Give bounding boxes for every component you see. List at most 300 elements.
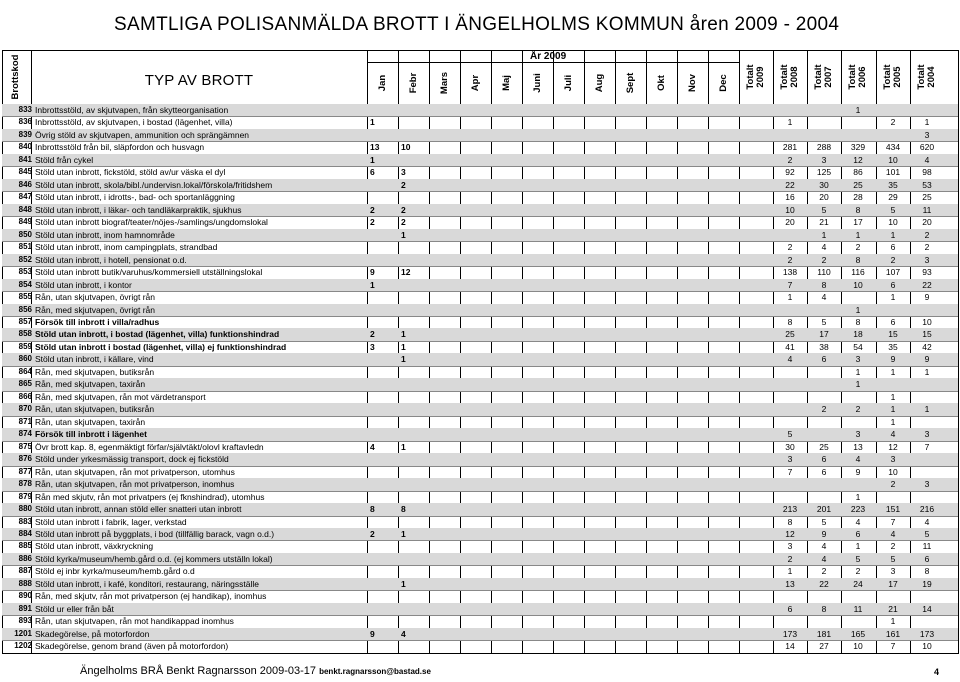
row-total-value: 151 xyxy=(885,504,901,515)
row-total-value: 14 xyxy=(785,641,795,652)
table-row xyxy=(2,590,958,602)
row-total-value: 2 xyxy=(890,254,896,265)
row-type: Stöld utan inbrott på byggplats, i bod (tillfällig barack, vagn o.d.) xyxy=(35,528,275,539)
row-type: Skadegörelse, på motorfordon xyxy=(35,628,150,639)
row-total-value: 1 xyxy=(855,379,861,390)
table-row xyxy=(2,553,958,565)
row-total-value: 14 xyxy=(922,603,932,614)
row-type: Övr brott kap. 8, egenmäktigt förfar/självtäkt/olovl kraftavledn xyxy=(35,441,264,452)
row-type: Stöld utan inbrott, inom hamnområde xyxy=(35,229,175,240)
table-row xyxy=(2,154,958,166)
row-type: Inbrottsstöld, av skjutvapen, från skytteorganisation xyxy=(35,105,229,115)
row-month-value: 1 xyxy=(370,154,375,165)
row-type: Rån, utan skjutvapen, taxirån xyxy=(35,416,146,427)
table-row xyxy=(2,366,958,378)
row-total-value: 1 xyxy=(855,229,861,240)
footer xyxy=(80,665,431,677)
table-row xyxy=(2,640,958,652)
row-total-value: 1 xyxy=(924,404,930,415)
row-total-value: 35 xyxy=(888,341,898,352)
table-row xyxy=(2,291,958,303)
row-total-value: 22 xyxy=(922,279,932,290)
row-type: Stöld kyrka/museum/hemb.gård o.d. (ej kommers utställn lokal) xyxy=(35,553,273,564)
row-total-value: 1 xyxy=(924,117,930,128)
row-code: 875 xyxy=(18,441,32,451)
row-total-value: 4 xyxy=(890,429,896,440)
table-row xyxy=(2,141,958,153)
row-total-value: 92 xyxy=(785,167,795,178)
row-total-value: 213 xyxy=(782,504,798,515)
row-total-value: 6 xyxy=(821,454,827,465)
total-header xyxy=(876,50,910,104)
row-total-value: 13 xyxy=(785,578,795,589)
row-total-value: 3 xyxy=(855,429,861,440)
total-header-label: Totalt 2006 xyxy=(847,64,868,90)
row-month-value: 1 xyxy=(370,279,375,290)
row-month-value: 1 xyxy=(401,528,406,539)
row-total-value: 10 xyxy=(922,316,932,327)
row-total-value: 17 xyxy=(819,329,829,340)
row-month-value: 1 xyxy=(401,578,406,589)
row-total-value: 1 xyxy=(890,391,896,402)
row-code: 864 xyxy=(18,366,32,376)
row-total-value: 4 xyxy=(890,528,896,539)
row-month-value: 1 xyxy=(401,229,406,240)
row-total-value: 8 xyxy=(924,566,930,577)
page-number: 4 xyxy=(934,667,940,677)
table-row xyxy=(2,603,958,615)
row-code: 884 xyxy=(18,528,32,538)
table-row xyxy=(2,229,958,241)
row-month-value: 4 xyxy=(401,628,406,639)
row-total-value: 5 xyxy=(821,316,827,327)
row-total-value: 173 xyxy=(782,628,798,639)
row-total-value: 1 xyxy=(890,404,896,415)
grid-hline xyxy=(2,653,958,654)
row-type: Inbrottsstöld, av skjutvapen, i bostad (lägenhet, villa) xyxy=(35,117,233,128)
row-code: 888 xyxy=(18,578,32,588)
table-row xyxy=(2,565,958,577)
row-total-value: 6 xyxy=(924,553,930,564)
row-code: 840 xyxy=(18,142,32,152)
row-month-value: 8 xyxy=(370,504,375,515)
row-total-value: 5 xyxy=(821,516,827,527)
row-total-value: 1 xyxy=(855,366,861,377)
row-total-value: 11 xyxy=(922,204,932,215)
table-row xyxy=(2,441,958,453)
row-total-value: 7 xyxy=(787,466,793,477)
row-total-value: 3 xyxy=(890,454,896,465)
table-row xyxy=(2,615,958,627)
row-total-value: 10 xyxy=(888,217,898,228)
row-total-value: 13 xyxy=(853,441,863,452)
row-total-value: 4 xyxy=(821,541,827,552)
row-total-value: 161 xyxy=(885,628,901,639)
row-total-value: 6 xyxy=(890,242,896,253)
row-total-value: 1 xyxy=(787,117,793,128)
table-row xyxy=(2,353,958,365)
month-header-label: Aug xyxy=(593,73,605,93)
row-type: Stöld utan inbrott, i hotell, pensionat o.d. xyxy=(35,254,187,265)
row-total-value: 110 xyxy=(817,267,831,278)
row-type: Rån, utan skjutvapen, rån mot privatperson, inomhus xyxy=(35,479,235,490)
row-total-value: 116 xyxy=(851,267,865,278)
row-total-value: 7 xyxy=(787,279,793,290)
row-month-value: 6 xyxy=(370,167,375,178)
grid-hline xyxy=(2,50,958,51)
row-type: Stöld utan inbrott, i källare, vind xyxy=(35,354,154,365)
total-header-label: Totalt 2008 xyxy=(779,64,800,90)
row-total-value: 3 xyxy=(924,254,930,265)
table-row xyxy=(2,391,958,403)
row-total-value: 101 xyxy=(885,167,901,178)
total-header-label: Totalt 2005 xyxy=(882,64,903,90)
row-total-value: 434 xyxy=(885,142,901,153)
row-total-value: 6 xyxy=(855,528,861,539)
row-total-value: 2 xyxy=(787,154,793,165)
row-total-value: 7 xyxy=(890,516,896,527)
row-total-value: 5 xyxy=(855,553,861,564)
row-type: Rån, utan skjutvapen, butiksrån xyxy=(35,404,155,415)
grid-vline xyxy=(958,50,959,654)
row-type: Stöld utan inbrott, i kafé, konditori, restaurang, näringsställe xyxy=(35,578,259,589)
row-type: Stöld utan inbrott, i idrotts-, bad- och sportanläggning xyxy=(35,192,235,203)
footer-text: Ängelholms BRÅ Benkt Ragnarsson 2009-03-17 xyxy=(80,665,317,677)
row-month-value: 1 xyxy=(401,354,406,365)
row-code: 859 xyxy=(18,341,32,351)
row-code: 866 xyxy=(18,391,32,401)
header-type-label: TYP AV BROTT xyxy=(144,71,254,89)
row-total-value: 2 xyxy=(890,541,896,552)
row-month-value: 13 xyxy=(370,142,380,153)
row-total-value: 12 xyxy=(853,154,863,165)
total-header xyxy=(910,50,944,104)
row-month-value: 3 xyxy=(401,167,406,178)
row-total-value: 10 xyxy=(785,204,795,215)
row-code: 887 xyxy=(18,566,32,576)
row-total-value: 11 xyxy=(853,603,863,614)
footer-email: benkt.ragnarsson@bastad.se xyxy=(319,667,431,676)
row-total-value: 3 xyxy=(787,541,793,552)
row-total-value: 173 xyxy=(919,628,935,639)
row-total-value: 20 xyxy=(785,217,795,228)
row-total-value: 6 xyxy=(787,603,793,614)
row-type: Rån, med skjutvapen, butiksrån xyxy=(35,366,155,377)
row-total-value: 20 xyxy=(922,217,932,228)
row-total-value: 17 xyxy=(853,217,863,228)
row-total-value: 7 xyxy=(890,641,896,652)
row-total-value: 4 xyxy=(821,242,827,253)
row-total-value: 2 xyxy=(890,117,896,128)
row-type: Försök till inbrott i villa/radhus xyxy=(35,316,160,327)
row-total-value: 9 xyxy=(855,466,861,477)
row-month-value: 2 xyxy=(370,204,375,215)
row-total-value: 2 xyxy=(787,242,793,253)
row-total-value: 1 xyxy=(787,292,793,303)
row-total-value: 27 xyxy=(819,641,829,652)
row-type: Rån, med skjutvapen, taxirån xyxy=(35,379,146,390)
row-code: 890 xyxy=(18,591,32,601)
row-total-value: 19 xyxy=(922,578,932,589)
table-row xyxy=(2,129,958,141)
month-header xyxy=(429,62,460,104)
row-total-value: 5 xyxy=(821,204,827,215)
table-row xyxy=(2,191,958,203)
month-header xyxy=(646,62,677,104)
row-code: 847 xyxy=(18,192,32,202)
page-title: SAMTLIGA POLISANMÄLDA BROTT I ÄNGELHOLMS KOMMUN åren 2009 - 2004 xyxy=(114,14,840,35)
row-code: 877 xyxy=(18,466,32,476)
total-header xyxy=(841,50,875,104)
row-total-value: 1 xyxy=(890,292,896,303)
row-total-value: 10 xyxy=(922,641,932,652)
row-total-value: 1 xyxy=(890,366,896,377)
table-row xyxy=(2,254,958,266)
table-row xyxy=(2,341,958,353)
row-total-value: 38 xyxy=(819,341,829,352)
row-total-value: 1 xyxy=(890,416,896,427)
row-code: 852 xyxy=(18,254,32,264)
table-row xyxy=(2,204,958,216)
month-header-label: Mars xyxy=(438,71,450,95)
month-header xyxy=(677,62,708,104)
row-month-value: 2 xyxy=(370,217,375,228)
row-code: 1202 xyxy=(14,641,32,651)
row-total-value: 5 xyxy=(787,429,793,440)
row-total-value: 2 xyxy=(855,404,861,415)
row-code: 857 xyxy=(18,316,32,326)
row-total-value: 25 xyxy=(785,329,795,340)
row-total-value: 223 xyxy=(850,504,866,515)
row-type: Rån, utan skjutvapen, rån mot privatperson, utomhus xyxy=(35,466,235,477)
row-code: 886 xyxy=(18,553,32,563)
row-code: 865 xyxy=(18,379,32,389)
header-year-label: År 2009 xyxy=(530,51,567,62)
month-header xyxy=(398,62,429,104)
row-total-value: 4 xyxy=(924,154,930,165)
table-row xyxy=(2,491,958,503)
month-header-label: Jan xyxy=(376,74,388,92)
row-total-value: 1 xyxy=(821,229,827,240)
row-type: Stöld utan inbrott, annan stöld eller snatteri utan inbrott xyxy=(35,504,242,515)
table-row xyxy=(2,478,958,490)
row-total-value: 11 xyxy=(922,541,932,552)
table-row xyxy=(2,116,958,128)
row-month-value: 2 xyxy=(401,217,406,228)
table-row xyxy=(2,328,958,340)
table-row xyxy=(2,628,958,640)
row-code: 850 xyxy=(18,229,32,239)
row-code: 848 xyxy=(18,204,32,214)
row-total-value: 9 xyxy=(924,354,930,365)
total-header-label: Totalt 2009 xyxy=(745,64,766,90)
row-total-value: 4 xyxy=(821,553,827,564)
row-total-value: 53 xyxy=(922,179,932,190)
row-type: Stöld utan inbrott i bostad (lägenhet, villa) ej funktionshindrad xyxy=(35,341,287,352)
table-row xyxy=(2,503,958,515)
row-type: Rån, med skjutv, rån mot privatperson (ej handikap), inomhus xyxy=(35,591,267,602)
month-header xyxy=(708,62,739,104)
row-total-value: 22 xyxy=(819,578,829,589)
row-total-value: 1 xyxy=(890,229,896,240)
row-code: 883 xyxy=(18,516,32,526)
row-total-value: 2 xyxy=(821,254,827,265)
row-month-value: 2 xyxy=(370,528,375,539)
row-total-value: 8 xyxy=(821,279,827,290)
row-total-value: 3 xyxy=(924,429,930,440)
row-total-value: 8 xyxy=(855,316,861,327)
month-header xyxy=(522,62,553,104)
row-total-value: 2 xyxy=(787,254,793,265)
row-type: Stöld utan inbrott, fickstöld, stöld av/ur väska el dyl xyxy=(35,167,226,178)
row-type: Stöld utan inbrott, i läkar- och tandläkarpraktik, sjukhus xyxy=(35,204,242,215)
table-row xyxy=(2,216,958,228)
row-total-value: 138 xyxy=(782,267,798,278)
row-total-value: 42 xyxy=(922,341,932,352)
table-row xyxy=(2,279,958,291)
row-total-value: 86 xyxy=(853,167,863,178)
table-row xyxy=(2,304,958,316)
row-total-value: 329 xyxy=(850,142,866,153)
row-code: 893 xyxy=(18,616,32,626)
month-header-label: Juli xyxy=(562,74,574,92)
table-row xyxy=(2,416,958,428)
row-total-value: 20 xyxy=(819,192,829,203)
row-total-value: 6 xyxy=(890,316,896,327)
table-row xyxy=(2,266,958,278)
month-header-label: Apr xyxy=(469,74,481,92)
row-code: 841 xyxy=(18,154,32,164)
row-code: 854 xyxy=(18,279,32,289)
row-type: Rån med skjutv, rån mot privatpers (ej fknshindrad), utomhus xyxy=(35,491,265,502)
row-code: 880 xyxy=(18,504,32,514)
month-header-label: Okt xyxy=(655,75,667,91)
row-total-value: 4 xyxy=(924,516,930,527)
month-header-label: Sept xyxy=(624,72,636,94)
row-total-value: 15 xyxy=(922,329,932,340)
row-total-value: 4 xyxy=(855,454,861,465)
row-month-value: 9 xyxy=(370,628,375,639)
month-header xyxy=(553,62,584,104)
row-month-value: 9 xyxy=(370,267,375,278)
row-total-value: 9 xyxy=(890,354,896,365)
row-type: Stöld under yrkesmässig transport, dock ej fickstöld xyxy=(35,454,229,465)
row-code: 885 xyxy=(18,541,32,551)
row-type: Rån, med skjutvapen, övrigt rån xyxy=(35,304,156,315)
row-month-value: 1 xyxy=(370,117,375,128)
row-total-value: 7 xyxy=(924,441,930,452)
table-row xyxy=(2,528,958,540)
row-total-value: 41 xyxy=(785,341,795,352)
row-total-value: 29 xyxy=(888,192,898,203)
row-code: 836 xyxy=(18,117,32,127)
month-header xyxy=(491,62,522,104)
row-total-value: 25 xyxy=(922,192,932,203)
row-type: Rån, med skjutvapen, rån mot värdetransport xyxy=(35,391,206,402)
row-month-value: 10 xyxy=(401,142,411,153)
row-code: 1201 xyxy=(14,628,32,638)
month-header-label: Dec xyxy=(717,74,729,92)
row-total-value: 98 xyxy=(922,167,932,178)
row-total-value: 125 xyxy=(816,167,832,178)
row-month-value: 1 xyxy=(401,441,406,452)
table-row xyxy=(2,516,958,528)
row-month-value: 2 xyxy=(401,204,406,215)
row-total-value: 3 xyxy=(924,129,930,140)
row-code: 860 xyxy=(18,354,32,364)
row-total-value: 201 xyxy=(816,504,832,515)
row-total-value: 6 xyxy=(821,354,827,365)
row-total-value: 6 xyxy=(890,279,896,290)
row-total-value: 10 xyxy=(853,641,863,652)
row-month-value: 1 xyxy=(401,329,406,340)
row-total-value: 8 xyxy=(855,254,861,265)
month-header-label: Maj xyxy=(500,75,512,91)
row-type: Rån, utan skjutvapen, rån mot handikappad inomhus xyxy=(35,616,234,627)
row-month-value: 12 xyxy=(401,267,411,278)
row-total-value: 54 xyxy=(853,341,863,352)
row-total-value: 30 xyxy=(785,441,795,452)
row-type: Övrig stöld av skjutvapen, ammunition och sprängämnen xyxy=(35,129,250,140)
table-row xyxy=(2,166,958,178)
row-total-value: 2 xyxy=(855,566,861,577)
row-type: Stöld utan inbrott i fabrik, lager, verkstad xyxy=(35,516,187,527)
month-header-label: Juni xyxy=(531,73,543,93)
row-total-value: 10 xyxy=(888,154,898,165)
row-total-value: 10 xyxy=(853,279,863,290)
row-total-value: 5 xyxy=(890,204,896,215)
header-code xyxy=(2,50,30,104)
row-type: Stöld utan inbrott, skola/bibl./undervisn.lokal/förskola/fritidshem xyxy=(35,179,273,190)
row-code: 851 xyxy=(18,242,32,252)
row-total-value: 8 xyxy=(787,316,793,327)
row-total-value: 2 xyxy=(924,229,930,240)
row-total-value: 22 xyxy=(785,179,795,190)
row-total-value: 3 xyxy=(787,454,793,465)
total-header-label: Totalt 2007 xyxy=(813,64,834,90)
table-row xyxy=(2,104,958,116)
row-total-value: 620 xyxy=(919,142,935,153)
row-total-value: 3 xyxy=(821,154,827,165)
row-total-value: 24 xyxy=(853,578,863,589)
row-total-value: 2 xyxy=(890,479,896,490)
row-total-value: 1 xyxy=(890,616,896,627)
row-total-value: 8 xyxy=(787,516,793,527)
table-row xyxy=(2,578,958,590)
row-total-value: 281 xyxy=(782,142,798,153)
row-type: Skadegörelse, genom brand (även på motorfordon) xyxy=(35,641,229,652)
total-header-label: Totalt 2004 xyxy=(916,64,937,90)
table-row xyxy=(2,378,958,390)
row-total-value: 4 xyxy=(821,292,827,303)
total-header xyxy=(739,50,773,104)
row-total-value: 6 xyxy=(821,466,827,477)
row-type: Stöld utan inbrott biograf/teater/nöjes-/samlings/ungdomslokal xyxy=(35,217,268,228)
row-total-value: 5 xyxy=(924,528,930,539)
row-total-value: 8 xyxy=(821,603,827,614)
month-header xyxy=(460,62,491,104)
row-total-value: 288 xyxy=(816,142,832,153)
row-total-value: 1 xyxy=(787,566,793,577)
table-row xyxy=(2,403,958,415)
row-total-value: 181 xyxy=(816,628,832,639)
row-month-value: 3 xyxy=(370,341,375,352)
row-code: 846 xyxy=(18,179,32,189)
row-total-value: 18 xyxy=(853,329,863,340)
row-total-value: 5 xyxy=(890,553,896,564)
row-code: 833 xyxy=(18,105,32,114)
month-header xyxy=(367,62,398,104)
